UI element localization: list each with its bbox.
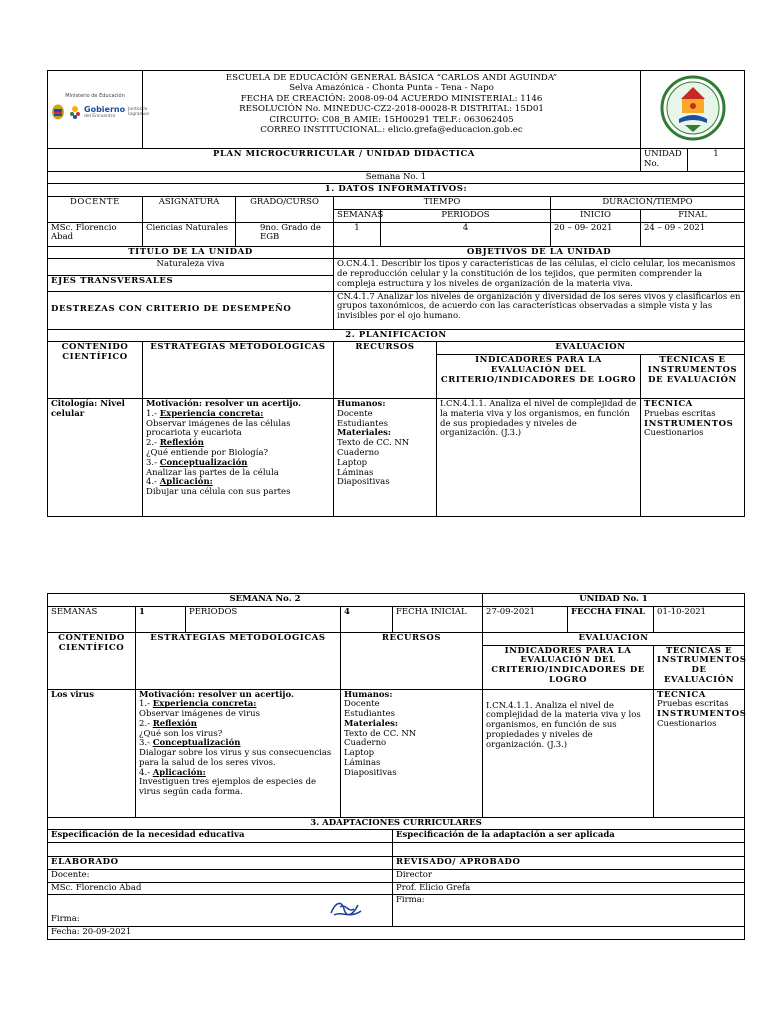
step-number: 3.-: [146, 457, 160, 468]
recursos-header: RECURSOS: [341, 632, 483, 689]
director-label: Director: [393, 869, 745, 882]
instrumentos-label: INSTRUMENTOS: [657, 709, 747, 720]
step-title: Aplicación:: [159, 477, 213, 488]
periodos-value: 4: [381, 222, 551, 246]
lesson2-tecnicas: [654, 689, 745, 817]
inicio-value: 20 – 09- 2021: [551, 222, 641, 246]
semanas-label: SEMANAS: [48, 606, 136, 632]
grado-value: 9no. Grado de EGB: [236, 222, 334, 246]
recurso-item: Estudiantes: [337, 418, 388, 429]
step-text: Investiguen tres ejemplos de especies de virus según cada forma.: [139, 777, 317, 798]
lesson1-recursos: [334, 399, 437, 517]
step-text: Observar imágenes de las células procariota y eucariota: [146, 418, 291, 439]
periodos-value: 4: [341, 606, 393, 632]
coat-of-arms-icon: [50, 103, 66, 121]
ejes-label: EJES TRANSVERSALES: [48, 275, 334, 291]
gobierno-sub: del Encuentro: [84, 114, 116, 120]
step-title: Experiencia concreta:: [152, 699, 257, 710]
destreza-value: CN.4.1.7 Analizar los niveles de organización y diversidad de los seres vivos y clasificarlos en grupos taxonómicos, de acuerdo con las características observadas a simple vista y las invisibles por el ojo humano.: [334, 291, 745, 329]
unidad-title: UNIDAD No. 1: [483, 594, 745, 607]
materiales-label: Materiales:: [337, 428, 392, 439]
tecnica-value: Pruebas escritas: [644, 408, 716, 419]
school-name: ESCUELA DE EDUCACIÓN GENERAL BÁSICA “CARLOS ANDI AGUINDA”: [225, 73, 558, 83]
step-number: 2.-: [139, 718, 153, 729]
school-circuit: CIRCUITO: C08_B AMIE: 15H00291 TELF.: 063062405: [269, 114, 514, 125]
recurso-item: Docente: [337, 408, 373, 419]
tecnicas-header: TÉCNICAS E INSTRUMENTOS DE EVALUACIÓN: [641, 355, 745, 399]
tecnica-label: TECNICA: [644, 399, 693, 410]
recurso-item: Cuaderno: [337, 448, 380, 459]
col-final: FINAL: [641, 209, 745, 222]
school-email: CORREO INSTITUCIONAL.: elicio.grefa@educacion.gob.ec: [260, 125, 523, 136]
firma-left-label: Firma:: [51, 913, 80, 924]
tecnicas-header: TÉCNICAS E INSTRUMENTOS DE EVALUACIÓN: [654, 645, 745, 689]
recurso-item: Docente: [344, 699, 380, 710]
col-grado: GRADO/CURSO: [236, 197, 334, 223]
recurso-item: Laptop: [337, 457, 368, 468]
col-duracion: DURACIÓN/TIEMPO: [551, 197, 745, 210]
semanas-value: 1: [136, 606, 186, 632]
instrumento-value: Cuestionarios: [657, 718, 717, 729]
adaptacion-value: [393, 843, 745, 857]
section-datos-informativos: 1. DATOS INFORMATIVOS:: [48, 184, 745, 197]
titulo-unidad-value: Naturaleza viva: [48, 259, 334, 275]
revisado-label: REVISADO/ APROBADO: [393, 857, 745, 870]
director-name: Prof. Elicio Grefa: [393, 882, 745, 895]
evaluacion-header: EVALUACIÓN: [483, 632, 745, 645]
recurso-item: Texto de CC. NN: [344, 728, 417, 739]
step-number: 4.-: [146, 477, 160, 488]
plan-microcurricular-table: [47, 70, 745, 517]
indicadores-header: INDICADORES PARA LA EVALUACIÓN DEL CRITERIO/INDICADORES DE LOGRO: [437, 355, 641, 399]
step-number: 4.-: [139, 767, 153, 778]
recurso-item: Cuaderno: [344, 738, 387, 749]
asignatura-value: Ciencias Naturales: [143, 222, 236, 246]
lesson2-indicador: I.CN.4.1.1. Analiza el nivel de complejidad de la materia viva y los organismos, en función de sus propiedades y niveles de organización. (J.3.): [483, 689, 654, 817]
titulo-unidad-label: TITULO DE LA UNIDAD: [48, 246, 334, 259]
motivacion: Motivación: resolver un acertijo.: [146, 399, 301, 410]
ministry-label: Ministerio de Educación: [65, 92, 125, 99]
step-text: Analizar las partes de la célula: [146, 467, 279, 478]
col-semanas: SEMANAS: [334, 209, 381, 222]
fecha-inicial-label: FECHA INICIAL: [393, 606, 483, 632]
school-location: Selva Amazónica - Chonta Punta - Tena - Napo: [289, 83, 494, 94]
step-text: ¿Qué entiende por Biología?: [146, 448, 269, 459]
lesson1-contenido: Citología: Nivel celular: [48, 399, 143, 517]
step-title: Experiencia concreta:: [159, 408, 264, 419]
lesson1-estrategias: [143, 399, 334, 517]
recurso-item: Estudiantes: [344, 709, 395, 720]
evaluacion-header: EVALUACIÓN: [437, 342, 745, 355]
docente-label: Docente:: [48, 869, 393, 882]
recursos-header: RECURSOS: [334, 342, 437, 399]
step-text: Observar imágenes de virus: [139, 709, 260, 720]
materiales-label: Materiales:: [344, 718, 399, 729]
objetivo-value: O.CN.4.1. Describir los tipos y características de las células, el ciclo celular, los mecanismos de reproducción celular y la constitución de los tejidos, que permiten comprender la compleja estructura y los niveles de organización de la materia viva.: [334, 259, 745, 291]
week-label: Semana No. 1: [48, 171, 745, 184]
week2-table: [47, 593, 745, 940]
school-header: [143, 71, 641, 149]
semanas-value: 1: [334, 222, 381, 246]
final-value: 24 – 09 - 2021: [641, 222, 745, 246]
tecnica-value: Pruebas escritas: [657, 699, 729, 710]
recurso-item: Diapositivas: [344, 767, 397, 778]
estrategias-header: ESTRATEGIAS METODOLÓGICAS: [136, 632, 341, 689]
school-seal: [641, 71, 745, 149]
motivacion: Motivación: resolver un acertijo.: [139, 689, 294, 700]
firma-docente-cell: [48, 895, 393, 927]
recurso-item: Diapositivas: [337, 477, 390, 488]
lesson2-recursos: [341, 689, 483, 817]
humanos-label: Humanos:: [344, 689, 393, 700]
recurso-item: Texto de CC. NN: [337, 438, 410, 449]
contenido-header: CONTENIDO CIENTÍFICO: [48, 342, 143, 399]
step-number: 1.-: [139, 699, 153, 710]
step-number: 2.-: [146, 438, 160, 449]
section-planificacion: 2. PLANIFICACIÓN: [48, 329, 745, 342]
firma-right-label: Firma:: [393, 895, 745, 927]
recurso-item: Láminas: [344, 757, 381, 768]
instrumento-value: Cuestionarios: [644, 428, 704, 439]
step-title: Reflexión: [159, 438, 204, 449]
step-title: Conceptualización: [159, 457, 248, 468]
tecnica-label: TECNICA: [657, 689, 706, 700]
unit-value: 1: [688, 149, 745, 172]
necesidad-label: Especificación de la necesidad educativa: [48, 830, 393, 843]
estrategias-header: ESTRATEGIAS METODOLÓGICAS: [143, 342, 334, 399]
periodos-label: PERIODOS: [186, 606, 341, 632]
objetivos-label: OBJETIVOS DE LA UNIDAD: [334, 246, 745, 259]
step-text: Dialogar sobre los virus y sus consecuencias para la salud de los seres vivos.: [139, 748, 332, 768]
docente-name: MSc. Florencio Abad: [48, 882, 393, 895]
semana-title: SEMANA No. 2: [48, 594, 483, 607]
lesson2-contenido: Los virus: [48, 689, 136, 817]
col-asignatura: ASIGNATURA: [143, 197, 236, 223]
signature-icon: [328, 897, 364, 921]
instrumentos-label: INSTRUMENTOS: [644, 418, 734, 429]
gobierno-sun-icon: [69, 104, 81, 120]
step-title: Conceptualización: [152, 738, 241, 749]
step-title: Aplicación:: [152, 767, 206, 778]
step-number: 1.-: [146, 408, 160, 419]
school-resolution: RESOLUCIÓN No. MINEDUC-CZ2-2018-00028-R DISTRITAL: 15D01: [239, 104, 544, 115]
recurso-item: Láminas: [337, 467, 374, 478]
step-text: ¿Qué son los virus?: [139, 728, 223, 739]
fecha-firma: Fecha: 20-09-2021: [48, 927, 745, 940]
destrezas-label: DESTREZAS CON CRITERIO DE DESEMPEÑO: [48, 291, 334, 329]
step-title: Reflexión: [152, 718, 197, 729]
fecha-final-label: FECCHA FINAL: [568, 606, 654, 632]
col-tiempo: TIEMPO: [334, 197, 551, 210]
fecha-final-value: 01-10-2021: [654, 606, 745, 632]
recurso-item: Laptop: [344, 748, 375, 759]
contenido-header: CONTENIDO CIENTÍFICO: [48, 632, 136, 689]
indicadores-header: INDICADORES PARA LA EVALUACIÓN DEL CRITERIO/INDICADORES DE LOGRO: [483, 645, 654, 689]
plan-title: PLAN MICROCURRICULAR / UNIDAD DIDÁCTICA: [48, 149, 641, 172]
gobierno-word: Gobierno: [84, 105, 126, 115]
lesson1-tecnicas: [641, 399, 745, 517]
unit-label: UNIDAD No.: [641, 149, 688, 172]
step-number: 3.-: [139, 738, 153, 749]
docente-value: MSc. Florencio Abad: [48, 222, 143, 246]
adaptaciones-title: 3. ADAPTACIONES CURRICULARES: [48, 817, 745, 830]
elaborado-label: ELABORADO: [48, 857, 393, 870]
school-creation: FECHA DE CREACIÓN: 2008-09-04 ACUERDO MINISTERIAL: 1146: [240, 93, 543, 104]
fecha-inicial-value: 27-09-2021: [483, 606, 568, 632]
school-seal-icon: [655, 75, 731, 141]
ministry-logo: [48, 71, 150, 149]
col-periodos: PERIODOS: [381, 209, 551, 222]
lesson2-estrategias: [136, 689, 341, 817]
necesidad-value: [48, 843, 393, 857]
gobierno-tag: Juntos lo logramos: [128, 107, 150, 118]
adaptacion-label: Especificación de la adaptación a ser aplicada: [393, 830, 745, 843]
humanos-label: Humanos:: [337, 399, 386, 410]
step-text: Dibujar una célula con sus partes: [146, 487, 291, 498]
col-docente: DOCENTE: [48, 197, 143, 223]
lesson1-indicador: I.CN.4.1.1. Analiza el nivel de complejidad de la materia viva y los organismos, en función de sus propiedades y niveles de organización. (J.3.): [437, 399, 641, 517]
col-inicio: INICIO: [551, 209, 641, 222]
